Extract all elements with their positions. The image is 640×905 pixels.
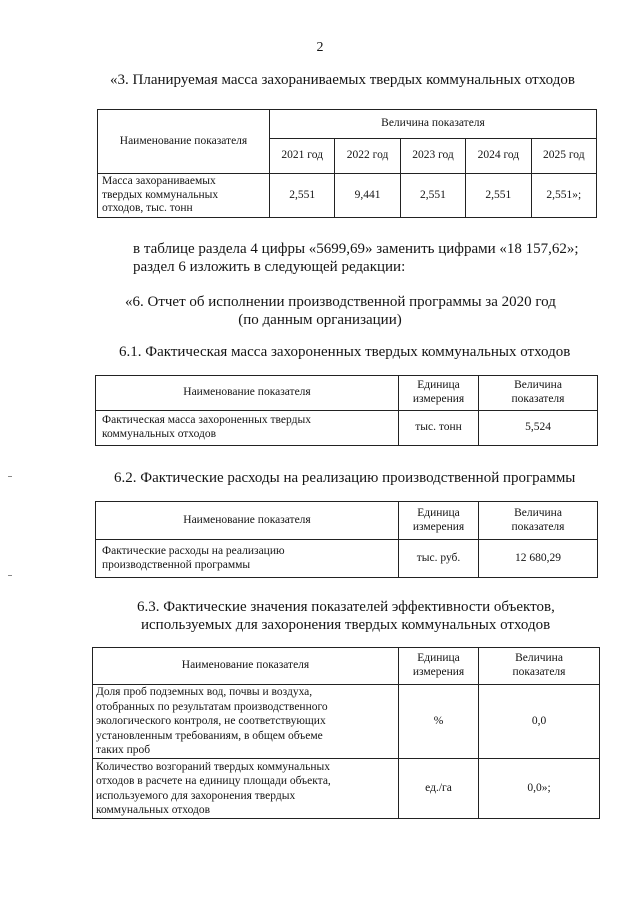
section-6-title: «6. Отчет об исполнении производственной программы за 2020 год xyxy=(125,294,556,310)
row-label-line: Доля проб подземных вод, почвы и воздуха, xyxy=(96,686,313,699)
value-header-line: показателя xyxy=(512,666,566,678)
col-unit-header xyxy=(399,376,479,411)
row-label xyxy=(93,759,399,819)
unit-header-line: Единица xyxy=(417,379,460,392)
row-value: 0,0»; xyxy=(479,759,600,819)
paragraph-line-2: раздел 6 изложить в следующей редакции: xyxy=(133,259,406,275)
year-header: 2022 год xyxy=(335,139,400,174)
row-label-line: отходов в расчете на единицу площади объекта, xyxy=(96,775,331,787)
value-group-header: Величина показателя xyxy=(270,110,597,139)
year-value: 2,551 xyxy=(270,174,335,218)
col-value-header xyxy=(479,376,598,411)
actual-mass-table xyxy=(95,375,598,446)
row-label-line: производственной программы xyxy=(102,558,251,571)
row-label xyxy=(93,685,399,759)
row-label-line: коммунальных отходов xyxy=(96,804,211,816)
row-label-line: отобранных по результатам производственного xyxy=(96,700,328,713)
row-label-line: Количество возгораний твердых коммунальных xyxy=(96,760,330,773)
row-label xyxy=(96,411,399,446)
row-label-line: Фактическая масса захороненных твердых xyxy=(102,414,311,427)
section-3-title: «3. Планируемая масса захораниваемых твердых коммунальных отходов xyxy=(110,72,575,88)
row-label xyxy=(96,540,399,578)
row-value: 5,524 xyxy=(479,411,598,446)
value-header-line: показателя xyxy=(511,393,565,405)
unit-header-line: измерения xyxy=(412,520,465,533)
col-name-header: Наименование показателя xyxy=(96,502,399,540)
row-label-line: таких проб xyxy=(96,744,151,757)
unit-header-line: измерения xyxy=(412,666,465,678)
row-value: 12 680,29 xyxy=(479,540,598,578)
row-value: 0,0 xyxy=(479,685,600,759)
row-unit: тыс. тонн xyxy=(399,411,479,446)
row-unit: тыс. руб. xyxy=(399,540,479,578)
year-header: 2025 год xyxy=(531,139,596,174)
year-value: 2,551»; xyxy=(531,174,596,218)
row-label-line: твердых коммунальных xyxy=(102,188,219,201)
unit-header-line: Единица xyxy=(417,506,460,519)
value-header-line: показателя xyxy=(511,520,565,533)
section-6-3-title: 6.3. Фактические значения показателей эффективности объектов, xyxy=(137,599,555,615)
col-unit-header xyxy=(399,648,479,685)
row-label xyxy=(98,174,270,218)
scan-margin-mark xyxy=(8,476,12,477)
row-label-line: экологического контроля, не соответствующих xyxy=(96,715,326,728)
row-unit: % xyxy=(399,685,479,759)
scan-margin-mark xyxy=(8,575,12,576)
section-6-subtitle: (по данным организации) xyxy=(238,312,402,328)
col-name-header: Наименование показателя xyxy=(96,376,399,411)
efficiency-indicators-table xyxy=(92,647,600,819)
row-label-line: Масса захораниваемых xyxy=(102,174,216,187)
value-header-line: Величина xyxy=(515,652,563,665)
paragraph-line-1: в таблице раздела 4 цифры «5699,69» заменить цифрами «18 157,62»; xyxy=(133,241,579,257)
section-6-2-title: 6.2. Фактические расходы на реализацию производственной программы xyxy=(114,470,576,486)
planned-mass-table xyxy=(97,109,597,218)
year-header: 2021 год xyxy=(270,139,335,174)
year-header: 2023 год xyxy=(400,139,465,174)
col-name-header: Наименование показателя xyxy=(98,110,270,174)
row-label-line: установленным требованиям, в общем объеме xyxy=(96,729,323,742)
col-value-header xyxy=(479,502,598,540)
row-label-line: коммунальных отходов xyxy=(102,428,217,440)
section-6-1-title: 6.1. Фактическая масса захороненных твердых коммунальных отходов xyxy=(119,344,571,360)
year-value: 2,551 xyxy=(466,174,531,218)
row-unit: ед./га xyxy=(399,759,479,819)
col-value-header xyxy=(479,648,600,685)
row-label-line: Фактические расходы на реализацию xyxy=(102,544,285,557)
year-header: 2024 год xyxy=(466,139,531,174)
value-header-line: Величина xyxy=(514,506,562,519)
row-label-line: отходов, тыс. тонн xyxy=(102,202,193,215)
year-value: 2,551 xyxy=(400,174,465,218)
actual-expenses-table xyxy=(95,501,598,578)
section-6-3-title-cont: используемых для захоронения твердых коммунальных отходов xyxy=(141,617,551,633)
page-number: 2 xyxy=(316,40,324,55)
col-name-header: Наименование показателя xyxy=(93,648,399,685)
unit-header-line: измерения xyxy=(412,393,465,405)
value-header-line: Величина xyxy=(514,379,562,392)
col-unit-header xyxy=(399,502,479,540)
year-value: 9,441 xyxy=(335,174,400,218)
row-label-line: используемого для захоронения твердых xyxy=(96,789,296,802)
unit-header-line: Единица xyxy=(417,652,460,665)
